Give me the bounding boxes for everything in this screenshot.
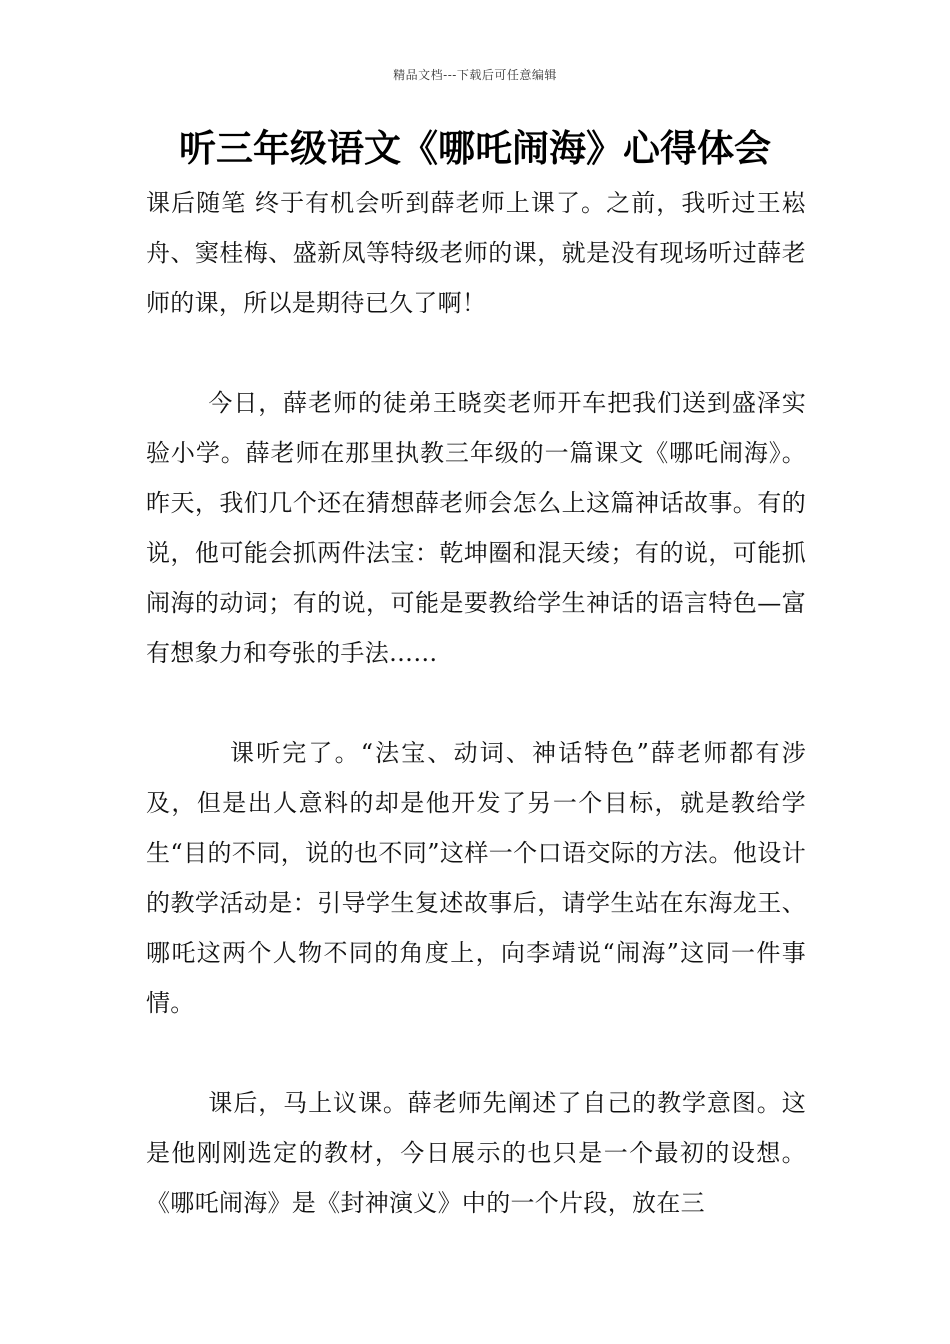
paragraph-1: 课后随笔 终于有机会听到薛老师上课了。之前，我听过王崧舟、窦桂梅、盛新凤等特级老师的课，就是没有现场听过薛老师的课，所以是期待已久了啊！: [146, 189, 806, 317]
header-note: 精品文档---下载后可任意编辑: [393, 68, 557, 82]
document-title: 听三年级语文《哪吒闹海》心得体会: [179, 127, 771, 170]
document-body: [146, 178, 806, 1278]
paragraph-2: 今日，薛老师的徒弟王晓奕老师开车把我们送到盛泽实验小学。薛老师在那里执教三年级的一篇课文《哪吒闹海》。昨天，我们几个还在猜想薛老师会怎么上这篇神话故事。有的说，他可能会抓两件法宝：乾坤圈和混天绫；有的说，可能抓闹海的动词；有的说，可能是要教给学生神话的语言特色—富有想象力和夸张的手法……: [146, 389, 806, 667]
paragraph-3: 课听完了。“法宝、动词、神话特色”薛老师都有涉及，但是出人意料的却是他开发了另一个目标，就是教给学生“目的不同，说的也不同”这样一个口语交际的方法。他设计的教学活动是：引导学生复述故事后，请学生站在东海龙王、哪吒这两个人物不同的角度上，向李靖说“闹海”这同一件事情。: [146, 739, 806, 1017]
paragraph-4: 课后，马上议课。薛老师先阐述了自己的教学意图。这是他刚刚选定的教材，今日展示的也只是一个最初的设想。《哪吒闹海》是《封神演义》中的一个片段，放在三: [146, 1089, 806, 1217]
